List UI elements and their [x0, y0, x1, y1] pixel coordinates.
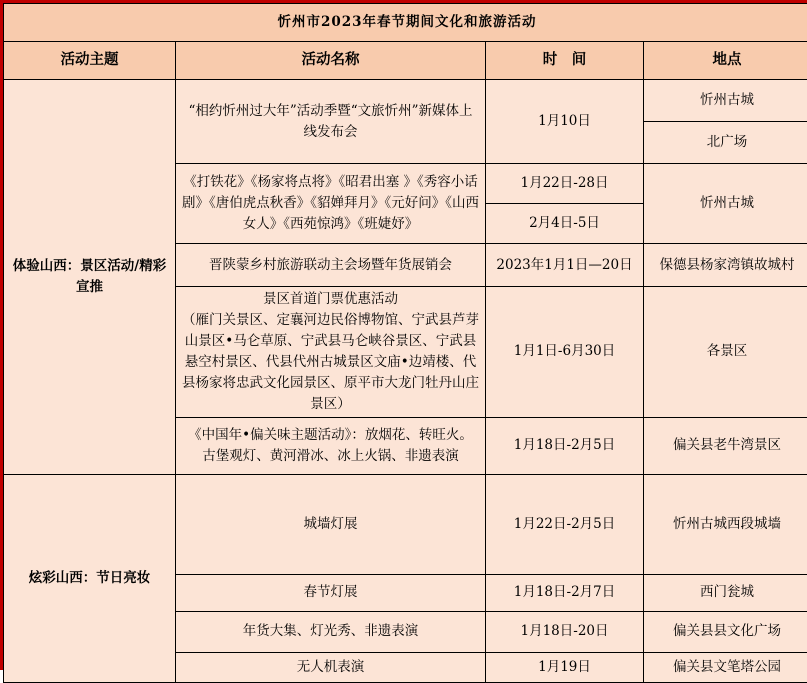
col-header-time: 时 间	[486, 42, 644, 80]
event-name-cell: 《中国年•偏关味主题活动》：放烟花、转旺火。古堡观灯、黄河滑冰、冰上火锅、非遗表演	[176, 417, 486, 474]
event-place-cell: 保德县杨家湾镇故城村	[644, 244, 807, 287]
event-time-cell: 1月22日-28日	[486, 164, 644, 204]
event-name-title: 景区首道门票优惠活动	[182, 289, 479, 310]
event-time-cell: 1月1日-6月30日	[486, 287, 644, 418]
event-time-cell: 1月18日-2月7日	[486, 574, 644, 611]
event-place-cell: 偏关县老牛湾景区	[644, 417, 807, 474]
event-place-cell: 偏关县文笔塔公园	[644, 652, 807, 682]
event-name-cell: 晋陕蒙乡村旅游联动主会场暨年货展销会	[176, 244, 486, 287]
event-place-cell: 西门瓮城	[644, 574, 807, 611]
section-theme-cell: 体验山西：景区活动/精彩宣推	[4, 80, 176, 475]
page-title: 忻州市2023年春节期间文化和旅游活动	[4, 4, 807, 42]
event-time-cell: 2月4日-5日	[486, 204, 644, 244]
event-name-cell: 春节灯展	[176, 574, 486, 611]
event-name-cell: 《打铁花》《杨家将点将》《昭君出塞 》《秀容小话剧》《唐伯虎点秋香》《貂婵拜月》《元好问》《山西女人》《西苑惊鸿》《班婕妤》	[176, 164, 486, 244]
event-place-cell: 忻州古城	[644, 80, 807, 122]
event-time-cell: 1月19日	[486, 652, 644, 682]
event-name-detail: （雁门关景区、定襄河边民俗博物馆、宁武县芦芽山景区•马仑草原、宁武县马仑峡谷景区、宁武县悬空村景区、代县代州古城景区文庙•边靖楼、代县杨家将忠武文化园景区、原平市大龙门牡丹山庄景区）	[182, 310, 479, 415]
event-name-cell: “相约忻州过大年”活动季暨“文旅忻州”新媒体上线发布会	[176, 80, 486, 164]
event-name-cell	[176, 287, 486, 418]
event-time-cell: 2023年1月1日—20日	[486, 244, 644, 287]
events-table	[3, 3, 807, 683]
event-place-cell: 北广场	[644, 122, 807, 164]
section-theme-cell: 炫彩山西：节日亮妆	[4, 474, 176, 682]
col-header-theme: 活动主题	[4, 42, 176, 80]
event-time-cell: 1月22日-2月5日	[486, 474, 644, 574]
event-place-cell: 各景区	[644, 287, 807, 418]
event-place-cell: 忻州古城	[644, 164, 807, 244]
col-header-place: 地点	[644, 42, 807, 80]
event-name-cell: 年货大集、灯光秀、非遗表演	[176, 611, 486, 652]
event-time-cell: 1月10日	[486, 80, 644, 164]
event-name-cell: 城墙灯展	[176, 474, 486, 574]
event-place-cell: 忻州古城西段城墙	[644, 474, 807, 574]
event-time-cell: 1月18日-2月5日	[486, 417, 644, 474]
event-name-cell: 无人机表演	[176, 652, 486, 682]
col-header-name: 活动名称	[176, 42, 486, 80]
event-time-cell: 1月18日-20日	[486, 611, 644, 652]
event-place-cell: 偏关县县文化广场	[644, 611, 807, 652]
